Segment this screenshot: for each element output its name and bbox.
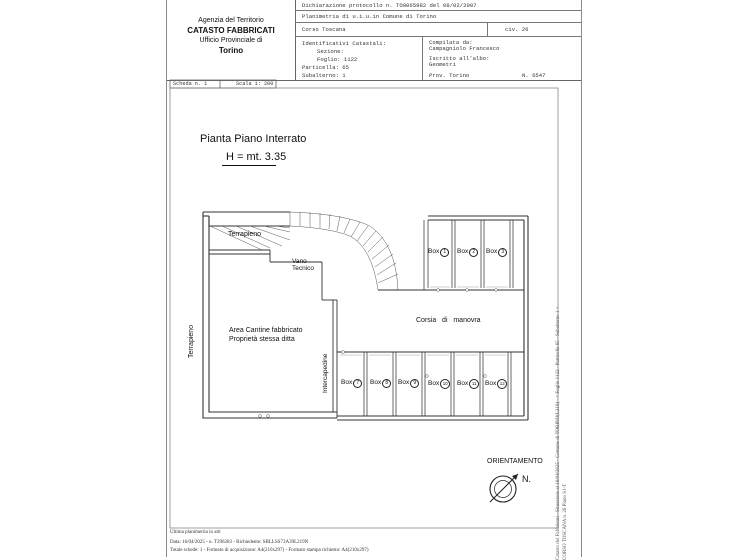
plan-title: Pianta Piano Interrato — [200, 133, 307, 145]
scheda-text: Scheda n. 1 — [173, 81, 208, 87]
office-city: Torino — [218, 46, 244, 55]
north-arrow-icon — [490, 474, 518, 502]
box-8-label: Box 8 — [370, 379, 391, 388]
footer-data: Data: 16/04/2025 - n. T296283 - Richiedente: SBLLSS73A39L219N — [170, 540, 309, 545]
numero-text: N. 6547 — [522, 72, 546, 79]
box-3-label: Box 3 — [486, 248, 507, 257]
particella-text: Particella: 65 — [302, 64, 349, 71]
iscritto-label: Iscritto all'albo: — [429, 55, 490, 62]
agency-name: Agenzia del Territorio — [198, 17, 264, 24]
area-label-2: Proprietà stessa ditta — [229, 336, 295, 343]
box-7-label: Box 7 — [341, 379, 362, 388]
vano-label: Vano — [292, 258, 307, 265]
box-10-label: Box 10 — [428, 379, 450, 389]
north-label: N. — [522, 474, 531, 484]
box-2-label: Box 2 — [457, 248, 478, 257]
footer-ultima: Ultima planimetria in atti — [170, 530, 221, 535]
area-label-1: Area Cantine fabbricato — [229, 327, 303, 334]
box-1-label: Box 1 — [428, 248, 449, 257]
compilata-label: Compilata da: — [429, 39, 473, 46]
intercapedine-label: Intercapedine — [322, 353, 329, 393]
height-underline — [222, 165, 276, 166]
subalterno-text: Subalterno: 1 — [302, 72, 346, 79]
box-11-label: Box 11 — [457, 379, 479, 389]
planimetria-text: Planimetria di u.i.u.in Comune di Torino — [302, 13, 437, 20]
staircase — [210, 212, 398, 290]
office-name: Ufficio Provinciale di — [199, 37, 263, 44]
footer-totale: Totale schede: 1 - Formato di acquisizione: A4(210x297) - Formato stampa richiesto: A4(210x297) — [170, 548, 369, 553]
terrapieno-side-label: Terrapieno — [188, 324, 195, 358]
box-9-label: Box 9 — [398, 379, 419, 388]
sezione-text: Sezione: — [317, 48, 344, 55]
scala-text: Scala 1: 200 — [236, 81, 274, 87]
compiler-name: Campagniolo Francesco — [429, 45, 500, 52]
side-text-2: CORSO TOSCANA n. 26 Piano S1-T — [563, 483, 568, 560]
civ-text: civ. 26 — [505, 26, 529, 33]
box-12-label: Box 12 — [485, 379, 507, 389]
foglio-text: Foglio: 1122 — [317, 56, 358, 63]
catasto-title: CATASTO FABBRICATI — [187, 26, 275, 35]
tecnico-label: Tecnico — [292, 265, 315, 272]
terrapieno-top-label: Terrapieno — [228, 231, 262, 238]
albo-text: Geometri — [429, 61, 456, 68]
box-doors-top — [430, 287, 508, 291]
prov-text: Prov. Torino — [429, 72, 470, 79]
side-text-1: Catasto dei Fabbricati - Situazione al 16/04/2025 - Comune di TORINO(L219) - < Foglio 1122 - Particella 65 - Subalterno 1 > — [556, 306, 561, 560]
side-stamp — [556, 240, 570, 560]
orientamento-label: ORIENTAMENTO — [487, 458, 543, 465]
plan-height: H = mt. 3.35 — [226, 151, 287, 163]
address-text: Corso Toscana — [302, 26, 346, 33]
identificativi-label: Identificativi Catastali: — [302, 40, 386, 47]
protocol-text: Dichiarazione protocollo n. TO0065982 del 08/02/2007 — [302, 2, 477, 9]
corsia-label: Corsia di manovra — [416, 317, 481, 324]
partition-walls — [270, 250, 524, 418]
